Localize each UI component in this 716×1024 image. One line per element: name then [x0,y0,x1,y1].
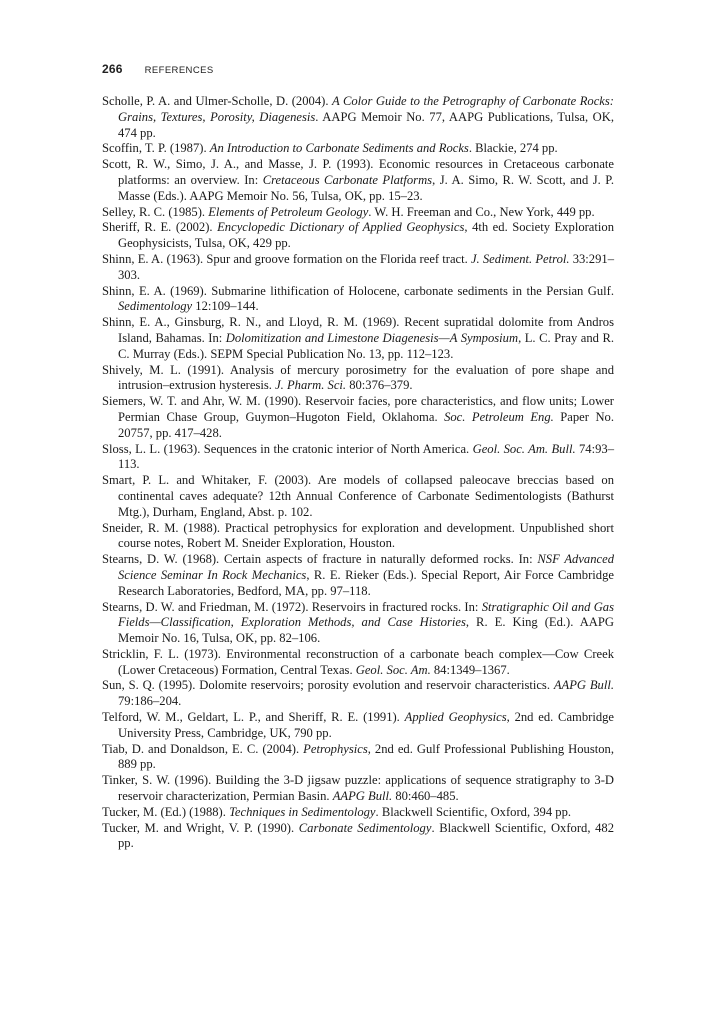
reference-title-italic: Sedimentology [118,299,193,314]
page-number: 266 [102,62,123,76]
reference-entry [102,363,614,395]
reference-text: , 2nd ed. Gulf Professional Publishing Houston, 889 pp. [118,741,614,772]
reference-text: . Blackwell Scientific, Oxford, 482 pp. [118,820,614,851]
reference-text: Telford, W. M., Geldart, L. P., and Sheriff, R. E. (1991). [102,710,405,725]
reference-text: Shinn, E. A. (1963). Spur and groove formation on the Florida reef tract. [102,251,471,266]
reference-text: Stearns, D. W. and Friedman, M. (1972). Reservoirs in fractured rocks. In: [102,599,482,614]
reference-entry [102,94,614,141]
reference-title-italic: Techniques in Sedimentology [229,804,376,819]
reference-text: , R. E. Rieker (Eds.). Special Report, Air Force Cambridge Research Laboratories, Bedford, MA, pp. 97–118. [118,567,614,598]
reference-text: , L. C. Pray and R. C. Murray (Eds.). SEPM Special Publication No. 13, pp. 112–123. [118,330,615,361]
reference-title-italic: Carbonate Sedimentology [298,820,432,835]
reference-entry [102,473,614,520]
reference-title-italic: Dolomitization and Limestone Diagenesis—A Symposium [225,330,519,345]
reference-entry [102,442,614,474]
reference-entry [102,157,614,204]
reference-title-italic: An Introduction to Carbonate Sediments and Rocks [209,141,469,156]
reference-text: , R. E. King (Ed.). AAPG Memoir No. 16, Tulsa, OK, pp. 82–106. [118,615,614,646]
reference-title-italic: NSF Advanced Science Seminar In Rock Mechanics [118,552,614,582]
reference-entry [102,710,614,742]
reference-text: Scott, R. W., Simo, J. A., and Masse, J. P. (1993). Economic resources in Cretaceous carbonate platforms: an overview. In: [102,157,614,187]
reference-text: Selley, R. C. (1985). [102,204,209,219]
reference-text: , 2nd ed. Cambridge University Press, Cambridge, UK, 790 pp. [118,710,615,740]
reference-text: Siemers, W. T. and Ahr, W. M. (1990). Reservoir facies, pore characteristics, and flow units; Lower Permian Chase Group, Guymon–Hugoton Field, Oklahoma. [102,394,614,424]
reference-entry [102,821,614,853]
reference-text: Sneider, R. M. (1988). Practical petrophysics for exploration and development. Unpublished short course notes, Robert M. Sneider Exploration, Houston. [102,520,614,551]
reference-text: Sloss, L. L. (1963). Sequences in the cratonic interior of North America. [102,441,473,456]
reference-text: Paper No. 20757, pp. 417–428. [118,409,614,440]
page-header [102,60,214,78]
reference-title-italic: Elements of Petroleum Geology [208,204,369,219]
reference-text: Tucker, M. (Ed.) (1988). [102,804,230,819]
reference-text: Tinker, S. W. (1996). Building the 3-D jigsaw puzzle: applications of sequence stratigraphy to 3-D reservoir characterization, Permian Basin. [102,773,614,804]
reference-entry [102,315,614,362]
reference-entry [102,805,614,821]
reference-text: , 4th ed. Society Exploration Geophysicists, Tulsa, OK, 429 pp. [118,220,614,251]
reference-title-italic: Geol. Soc. Am. [355,662,431,677]
reference-title-italic: J. Sediment. Petrol. [470,251,570,266]
reference-title-italic: J. Pharm. Sci. [275,378,347,393]
reference-text: Shively, M. L. (1991). Analysis of mercury porosimetry for the evaluation of pore shape and intrusion–extrusion hysteresis. [102,362,614,393]
reference-text: . Blackwell Scientific, Oxford, 394 pp. [375,804,572,819]
reference-text: Sheriff, R. E. (2002). [102,220,218,235]
reference-text: Tucker, M. and Wright, V. P. (1990). [102,820,299,835]
reference-entry [102,394,614,441]
reference-title-italic: Encyclopedic Dictionary of Applied Geophysics [217,220,465,235]
reference-text: , J. A. Simo, R. W. Scott, and J. P. Masse (Eds.). AAPG Memoir No. 56, Tulsa, OK, pp. 15–23. [118,172,614,203]
reference-text: . W. H. Freeman and Co., New York, 449 pp. [368,204,595,219]
reference-text: Shinn, E. A. (1969). Submarine lithification of Holocene, carbonate sediments in the Persian Gulf. [102,283,614,298]
reference-text: Shinn, E. A., Ginsburg, R. N., and Lloyd, R. M. (1969). Recent supratidal dolomite from Andros Island, Bahamas. In: [102,315,614,345]
reference-title-italic: Cretaceous Carbonate Platforms [262,172,433,187]
reference-text: Stearns, D. W. (1968). Certain aspects of fracture in naturally deformed rocks. In: [102,552,538,567]
reference-text: . AAPG Memoir No. 77, AAPG Publications, Tulsa, OK, 474 pp. [118,109,614,140]
reference-entry [102,742,614,774]
reference-entry [102,284,614,316]
reference-text: 84:1349–1367. [430,662,510,677]
reference-entry [102,678,614,710]
reference-entry [102,521,614,553]
reference-entry [102,252,614,284]
reference-text: 33:291–303. [118,251,614,282]
reference-text: Scoffin, T. P. (1987). [102,141,210,156]
reference-text: 74:93–113. [118,441,614,472]
reference-entry [102,220,614,252]
reference-title-italic: Geol. Soc. Am. Bull. [472,441,576,456]
reference-entry [102,205,614,221]
reference-title-italic: AAPG Bull. [332,789,393,804]
reference-text: Sun, S. Q. (1995). Dolomite reservoirs; porosity evolution and reservoir characteristics. [102,678,554,693]
running-head: REFERENCES [144,65,214,76]
reference-entry [102,141,614,157]
reference-title-italic: Soc. Petroleum Eng. [444,409,554,424]
reference-list [102,94,614,852]
reference-text: 12:109–144. [192,299,259,314]
reference-title-italic: Petrophysics [303,741,368,756]
reference-text: Tiab, D. and Donaldson, E. C. (2004). [102,741,304,756]
reference-entry [102,773,614,805]
reference-title-italic: Applied Geophysics [404,710,507,725]
reference-text: . Blackie, 274 pp. [468,141,558,156]
reference-text: 80:376–379. [346,378,413,393]
reference-text: Stricklin, F. L. (1973). Environmental reconstruction of a carbonate beach complex—Cow Creek (Lower Cretaceous) Formation, Central Texas. [102,646,614,677]
reference-text: Scholle, P. A. and Ulmer-Scholle, D. (2004). [102,94,332,108]
reference-text: Smart, P. L. and Whitaker, F. (2003). Are models of collapsed paleocave breccias based on continental caves adequate? 12th Annual Conference of Carbonate Sedimentologists (Bathurst Mtg.), Durham, England, Abst. p. 102. [102,473,614,519]
reference-title-italic: A Color Guide to the Petrography of Carbonate Rocks: Grains, Textures, Porosity, Diagenesis [118,94,614,124]
reference-text: 79:186–204. [118,694,182,709]
reference-entry [102,552,614,599]
reference-entry [102,647,614,679]
reference-entry [102,600,614,647]
reference-text: 80:460–485. [392,789,459,804]
reference-title-italic: Stratigraphic Oil and Gas Fields—Classification, Exploration Methods, and Case Histories [118,599,614,630]
reference-title-italic: AAPG Bull. [553,678,614,693]
